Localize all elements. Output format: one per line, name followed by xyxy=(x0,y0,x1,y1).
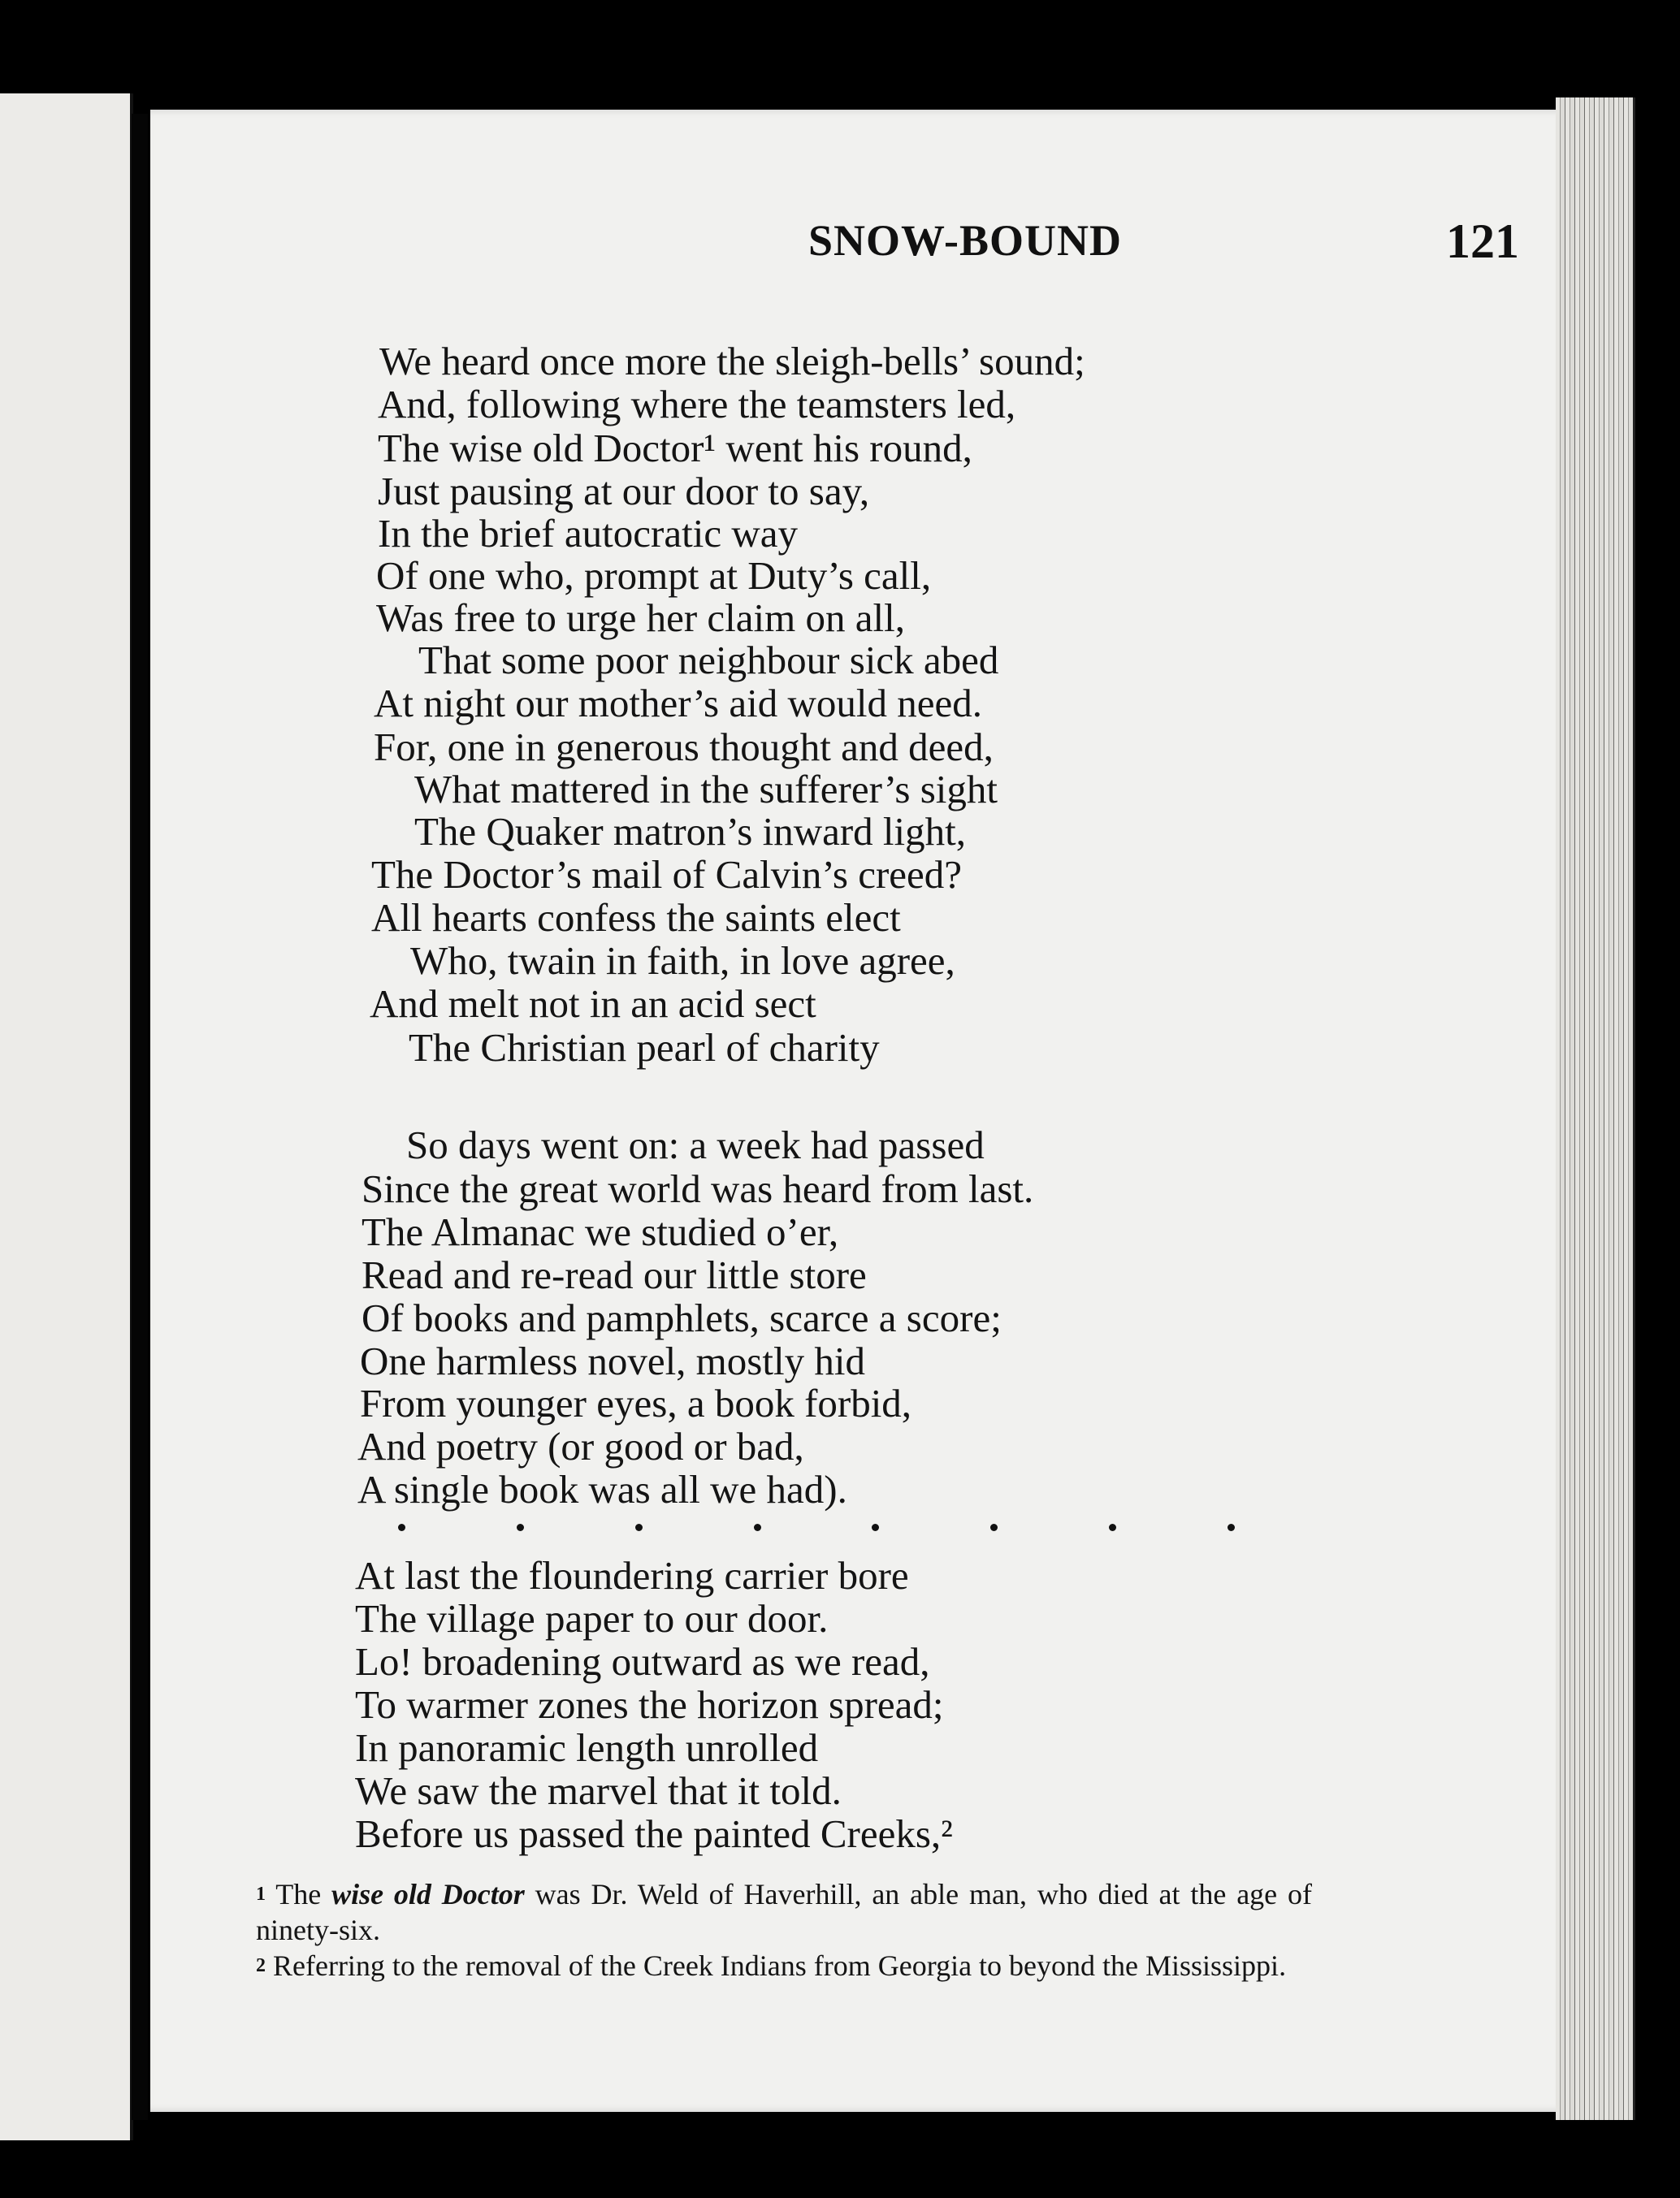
poem-line: Read and re-read our little store xyxy=(362,1253,867,1297)
footnote-italic: wise old Doctor xyxy=(331,1878,525,1910)
footnote-text: was Dr. Weld of Haverhill, an able man, who died at the age of ninety-six. xyxy=(256,1878,1313,1946)
footnote-text: The xyxy=(275,1878,322,1910)
poem-line: At night our mother’s aid would need. xyxy=(374,681,982,725)
divider-dot xyxy=(1228,1524,1235,1531)
poem-line: At last the floundering carrier bore xyxy=(355,1553,909,1598)
poem-line: That some poor neighbour sick abed xyxy=(418,638,999,682)
poem-line: For, one in generous thought and deed, xyxy=(374,725,994,769)
poem-line: Lo! broadening outward as we read, xyxy=(355,1639,930,1684)
ellipsis-divider xyxy=(398,1511,1235,1543)
poem-line: The Almanac we studied o’er, xyxy=(362,1209,839,1254)
poem-line: What mattered in the sufferer’s sight xyxy=(414,767,998,811)
poem-line: And, following where the teamsters led, xyxy=(378,382,1016,426)
facing-page-edge xyxy=(0,93,133,2140)
poem-line: The village paper to our door. xyxy=(355,1596,829,1641)
poem-line: And poetry (or good or bad, xyxy=(357,1424,804,1469)
poem-line: In the brief autocratic way xyxy=(378,511,798,556)
divider-dot xyxy=(990,1524,998,1531)
divider-dot xyxy=(635,1524,643,1531)
divider-dot xyxy=(398,1524,405,1531)
footnote-text: Referring to the removal of the Creek Indians from Georgia to beyond the Mississippi. xyxy=(273,1949,1287,1982)
running-title: SNOW-BOUND xyxy=(808,216,1123,265)
footnote-1 xyxy=(256,1876,1312,1948)
poem-line: From younger eyes, a book forbid, xyxy=(360,1381,912,1426)
poem-line: We saw the marvel that it told. xyxy=(355,1768,842,1813)
poem-line: The Doctor’s mail of Calvin’s creed? xyxy=(371,852,963,897)
divider-dot xyxy=(754,1524,761,1531)
poem-line: And melt not in an acid sect xyxy=(370,981,816,1026)
poem-line: Was free to urge her claim on all, xyxy=(376,595,905,640)
divider-dot xyxy=(517,1524,524,1531)
poem-line: Before us passed the painted Creeks,² xyxy=(355,1811,953,1856)
book-gutter xyxy=(132,114,148,2120)
poem-line: Of books and pamphlets, scarce a score; xyxy=(362,1296,1002,1340)
footnote-marker: 1 xyxy=(256,1884,266,1905)
poem-line: The wise old Doctor¹ went his round, xyxy=(378,426,972,470)
poem-line: The Christian pearl of charity xyxy=(409,1025,880,1070)
footnotes xyxy=(256,1876,1312,1984)
page-stack-edge xyxy=(1556,97,1635,2120)
poem-line: To warmer zones the horizon spread; xyxy=(355,1682,944,1727)
poem-line: In panoramic length unrolled xyxy=(355,1725,819,1770)
footnote-marker: 2 xyxy=(256,1955,266,1976)
page-number: 121 xyxy=(1446,214,1519,268)
poem-line: One harmless novel, mostly hid xyxy=(360,1339,865,1383)
poem-line: Who, twain in faith, in love agree, xyxy=(410,938,955,983)
poem-line: All hearts confess the saints elect xyxy=(371,895,901,940)
poem-line: Since the great world was heard from last. xyxy=(362,1166,1034,1211)
divider-dot xyxy=(872,1524,879,1531)
poem-line: We heard once more the sleigh-bells’ sound; xyxy=(379,339,1085,383)
poem-line: The Quaker matron’s inward light, xyxy=(414,809,967,854)
poem-line: So days went on: a week had passed xyxy=(406,1123,985,1167)
footnote-2 xyxy=(256,1948,1312,1984)
divider-dot xyxy=(1109,1524,1116,1531)
poem-line: Of one who, prompt at Duty’s call, xyxy=(376,553,932,598)
book-page xyxy=(150,110,1568,2112)
poem-line: Just pausing at our door to say, xyxy=(378,469,870,513)
poem-line: A single book was all we had). xyxy=(357,1467,847,1512)
